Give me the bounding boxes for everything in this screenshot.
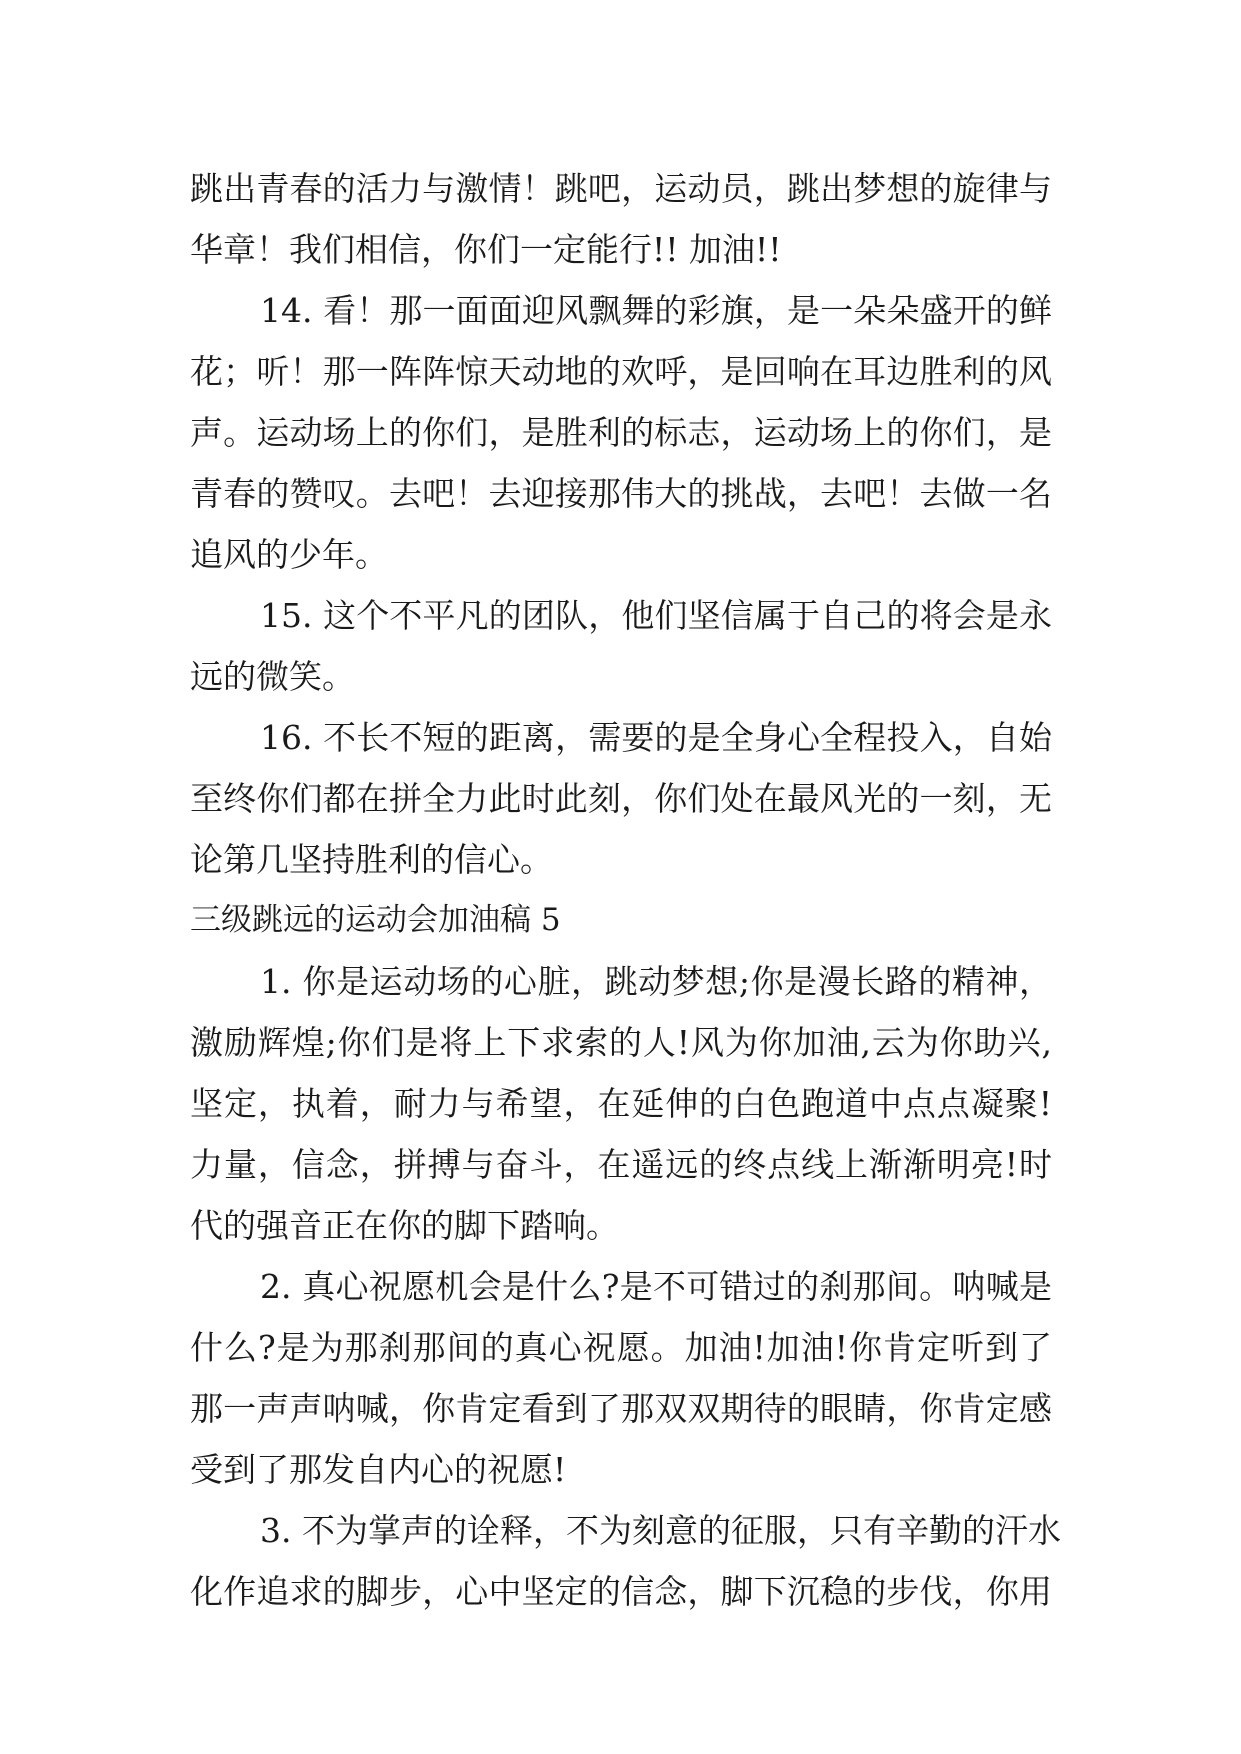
text-line: 至终你们都在拼全力此时此刻，你们处在最风光的一刻，无 [190, 779, 1052, 818]
text-line: 15. 这个不平凡的团队，他们坚信属于自己的将会是永 [260, 596, 1052, 635]
text-line: 华章！我们相信，你们一定能行!! 加油!! [190, 230, 782, 269]
text-line: 远的微笑。 [190, 657, 355, 696]
text-line: 激励辉煌;你们是将上下求索的人!风为你加油,云为你助兴, [190, 1023, 1052, 1062]
text-line: 16. 不长不短的距离，需要的是全身心全程投入，自始 [260, 718, 1052, 757]
text-line: 力量，信念，拼搏与奋斗，在遥远的终点线上渐渐明亮!时 [190, 1145, 1052, 1184]
text-line: 化作追求的脚步，心中坚定的信念，脚下沉稳的步伐，你用 [190, 1572, 1052, 1611]
text-line: 1. 你是运动场的心脏，跳动梦想;你是漫长路的精神， [260, 962, 1052, 1001]
text-line: 2. 真心祝愿机会是什么?是不可错过的刹那间。呐喊是 [260, 1267, 1052, 1306]
paragraph [190, 158, 1052, 280]
paragraph [190, 585, 1052, 707]
paragraph [190, 1256, 1052, 1500]
paragraph [190, 280, 1052, 585]
text-line: 受到了那发自内心的祝愿! [190, 1450, 567, 1489]
section-heading: 三级跳远的运动会加油稿 5 [190, 902, 561, 938]
paragraph [190, 951, 1052, 1256]
section-heading-block [190, 890, 1052, 951]
text-line: 什么?是为那刹那间的真心祝愿。加油!加油!你肯定听到了 [190, 1328, 1052, 1367]
text-line: 那一声声呐喊，你肯定看到了那双双期待的眼睛，你肯定感 [190, 1389, 1052, 1428]
text-line: 青春的赞叹。去吧！去迎接那伟大的挑战，去吧！去做一名 [190, 474, 1052, 513]
text-line: 论第几坚持胜利的信心。 [190, 840, 553, 879]
text-line: 3. 不为掌声的诠释，不为刻意的征服，只有辛勤的汗水 [260, 1511, 1061, 1550]
text-line: 花；听！那一阵阵惊天动地的欢呼，是回响在耳边胜利的风 [190, 352, 1052, 391]
text-line: 跳出青春的活力与激情！跳吧，运动员，跳出梦想的旋律与 [190, 169, 1052, 208]
text-line: 代的强音正在你的脚下踏响。 [190, 1206, 619, 1245]
document-body [190, 158, 1061, 1622]
paragraph [190, 1500, 1061, 1622]
text-line: 声。运动场上的你们，是胜利的标志，运动场上的你们，是 [190, 413, 1052, 452]
paragraph [190, 707, 1052, 890]
text-line: 追风的少年。 [190, 535, 388, 574]
text-line: 14. 看！那一面面迎风飘舞的彩旗，是一朵朵盛开的鲜 [260, 291, 1052, 330]
text-line: 坚定，执着，耐力与希望，在延伸的白色跑道中点点凝聚! [190, 1084, 1052, 1123]
